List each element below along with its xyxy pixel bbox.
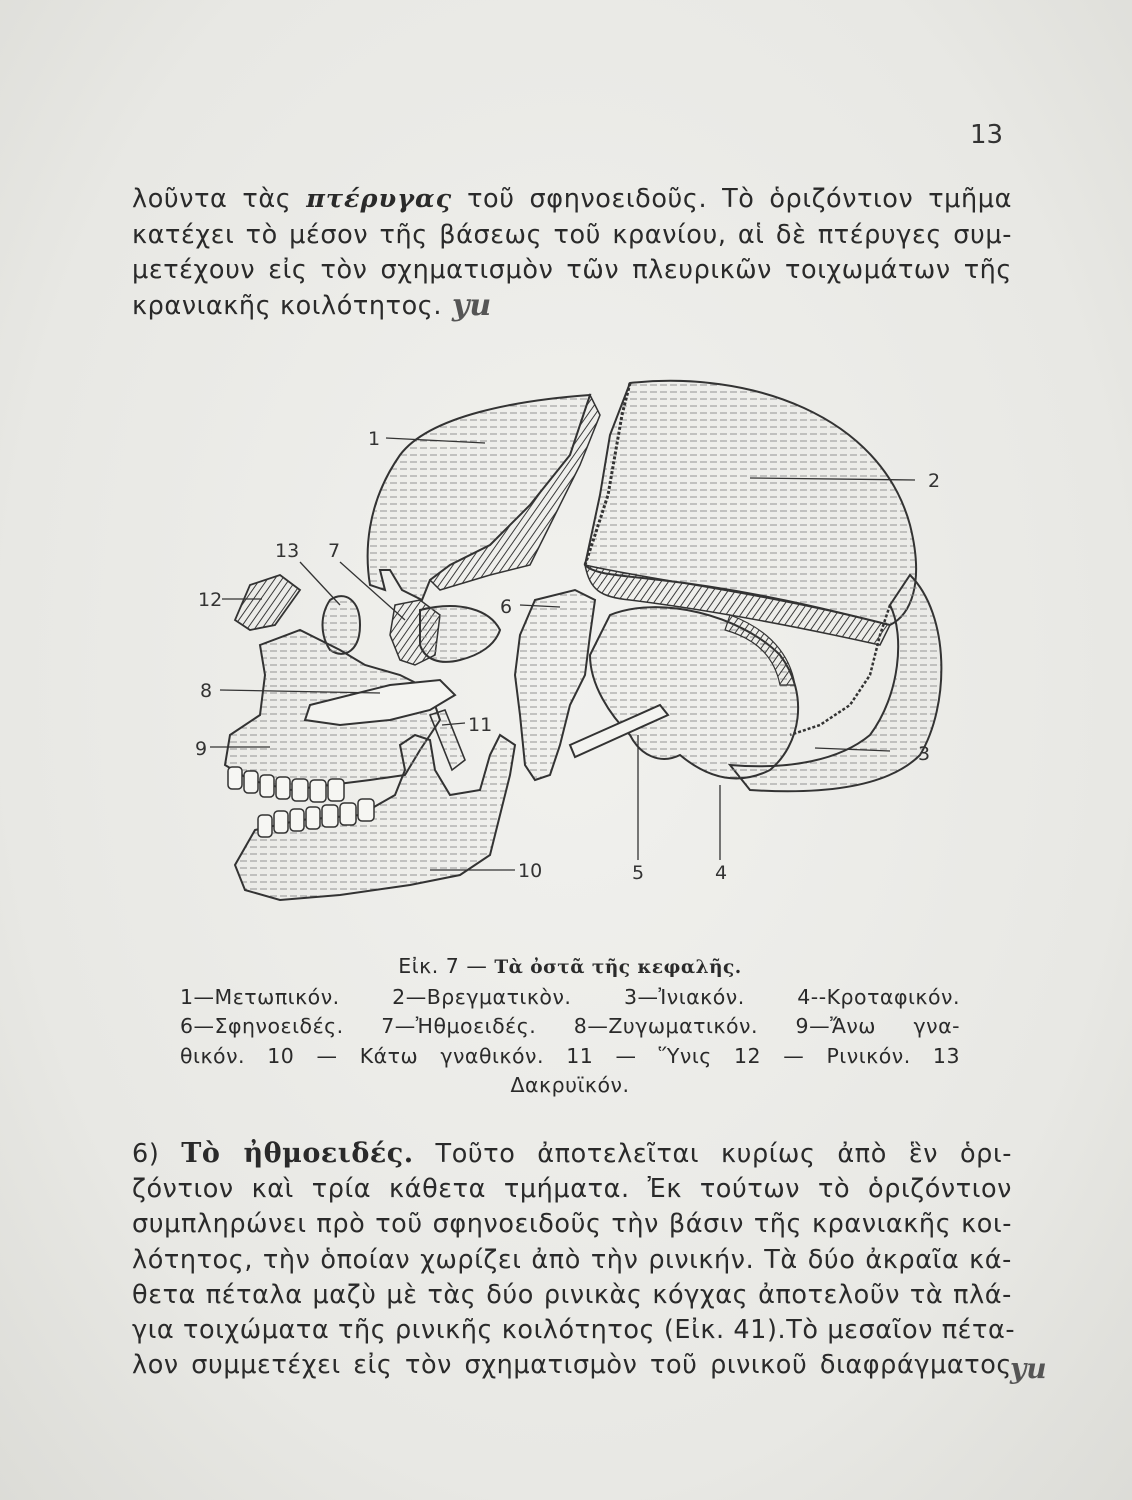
- figure-label-7: 7: [328, 540, 341, 562]
- caption-title: Τὰ ὀστᾶ τῆς κεφαλῆς.: [494, 957, 742, 978]
- paragraph-line: μετέχουν εἰς τὸν σχηματισμὸν τῶν πλευρικῶν τοιχωμάτων τῆς: [132, 255, 1012, 285]
- caption-line: 1—Μετωπικόν. 2—Βρεγματικὸν. 3—Ἰνιακόν. 4--Κροταφικόν.: [180, 984, 960, 1009]
- paragraph-line: λοῦντα τὰς πτέρυγας τοῦ σφηνοειδοῦς. Τὸ ὁριζόντιον τμῆμα: [132, 184, 1013, 214]
- figure-label-11: 11: [468, 714, 493, 736]
- figure-caption: [180, 952, 960, 1101]
- caption-line: θικόν. 10 — Κάτω γναθικόν. 11 — Ὕνις 12 — Ρινικόν. 13: [180, 1043, 960, 1068]
- skull-illustration: [190, 375, 990, 935]
- paragraph-line: συμπληρώνει πρὸ τοῦ σφηνοειδοῦς τὴν βάσιν τῆς κρανιακῆς κοι-: [132, 1209, 1012, 1240]
- nasal-bone: [235, 575, 300, 630]
- figure-label-9: 9: [195, 738, 208, 760]
- handwritten-mark: yu: [1010, 1352, 1047, 1385]
- figure-label-1: 1: [368, 428, 381, 450]
- figure-label-3: 3: [918, 743, 931, 765]
- figure-label-10: 10: [518, 860, 543, 882]
- figure-label-2: 2: [928, 470, 941, 492]
- figure-label-13: 13: [275, 540, 300, 562]
- paragraph-line: λότητος, τὴν ὁποίαν χωρίζει ἀπὸ τὴν ρινικήν. Τὰ δύο ἀκραῖα κά-: [132, 1244, 1012, 1275]
- page-number: 13: [970, 120, 1004, 150]
- caption-title-line: Εἰκ. 7 — Τὰ ὀστᾶ τῆς κεφαλῆς.: [398, 954, 742, 978]
- caption-line: Δακρυϊκόν.: [510, 1073, 630, 1097]
- handwritten-mark: yu: [452, 288, 492, 323]
- caption-line: 6—Σφηνοειδές. 7—Ἠθμοειδές. 8—Ζυγωματικόν. 9—Ἄνω γνα-: [180, 1014, 960, 1038]
- vomer-bone: [430, 710, 465, 770]
- section-heading: Τὸ ἠθμοειδές.: [181, 1138, 414, 1169]
- paragraph-sphenoid-continuation: [132, 182, 1012, 324]
- paragraph-line: για τοιχώματα τῆς ρινικῆς κοιλότητος (Εἰκ. 41).Τὸ μεσαῖον πέτα-: [132, 1315, 1016, 1346]
- figure-label-8: 8: [200, 680, 213, 702]
- paragraph-line: θετα πέταλα μαζὺ μὲ τὰς δύο ρινικὰς κόγχας ἀποτελοῦν τὰ πλά-: [132, 1279, 1012, 1310]
- figure-label-12: 12: [198, 589, 223, 611]
- paragraph-line: λον συμμετέχει εἰς τὸν σχηματισμὸν τοῦ ρινικοῦ διαφράγματος: [132, 1350, 1012, 1381]
- paragraph-line: κρανιακῆς κοιλότητος.: [132, 290, 443, 321]
- paragraph-line: 6) Τὸ ἠθμοειδές. Τοῦτο ἀποτελεῖται κυρίως ἀπὸ ἓν ὁρι-: [132, 1138, 1012, 1169]
- figure-label-4: 4: [715, 862, 728, 884]
- skull-figure: [190, 375, 990, 935]
- zygomatic-bone: [420, 606, 500, 662]
- paragraph-line: ζόντιον καὶ τρία κάθετα τμήματα. Ἐκ τούτων τὸ ὁριζόντιον: [132, 1174, 1012, 1205]
- figure-label-5: 5: [632, 862, 645, 884]
- paragraph-ethmoid: [132, 1136, 1016, 1383]
- temporal-bone: [590, 607, 798, 778]
- paragraph-line: κατέχει τὸ μέσον τῆς βάσεως τοῦ κρανίου, αἱ δὲ πτέρυγες συμ-: [132, 219, 1012, 250]
- emphasized-term: πτέρυγας: [306, 184, 453, 214]
- figure-label-6: 6: [500, 596, 513, 618]
